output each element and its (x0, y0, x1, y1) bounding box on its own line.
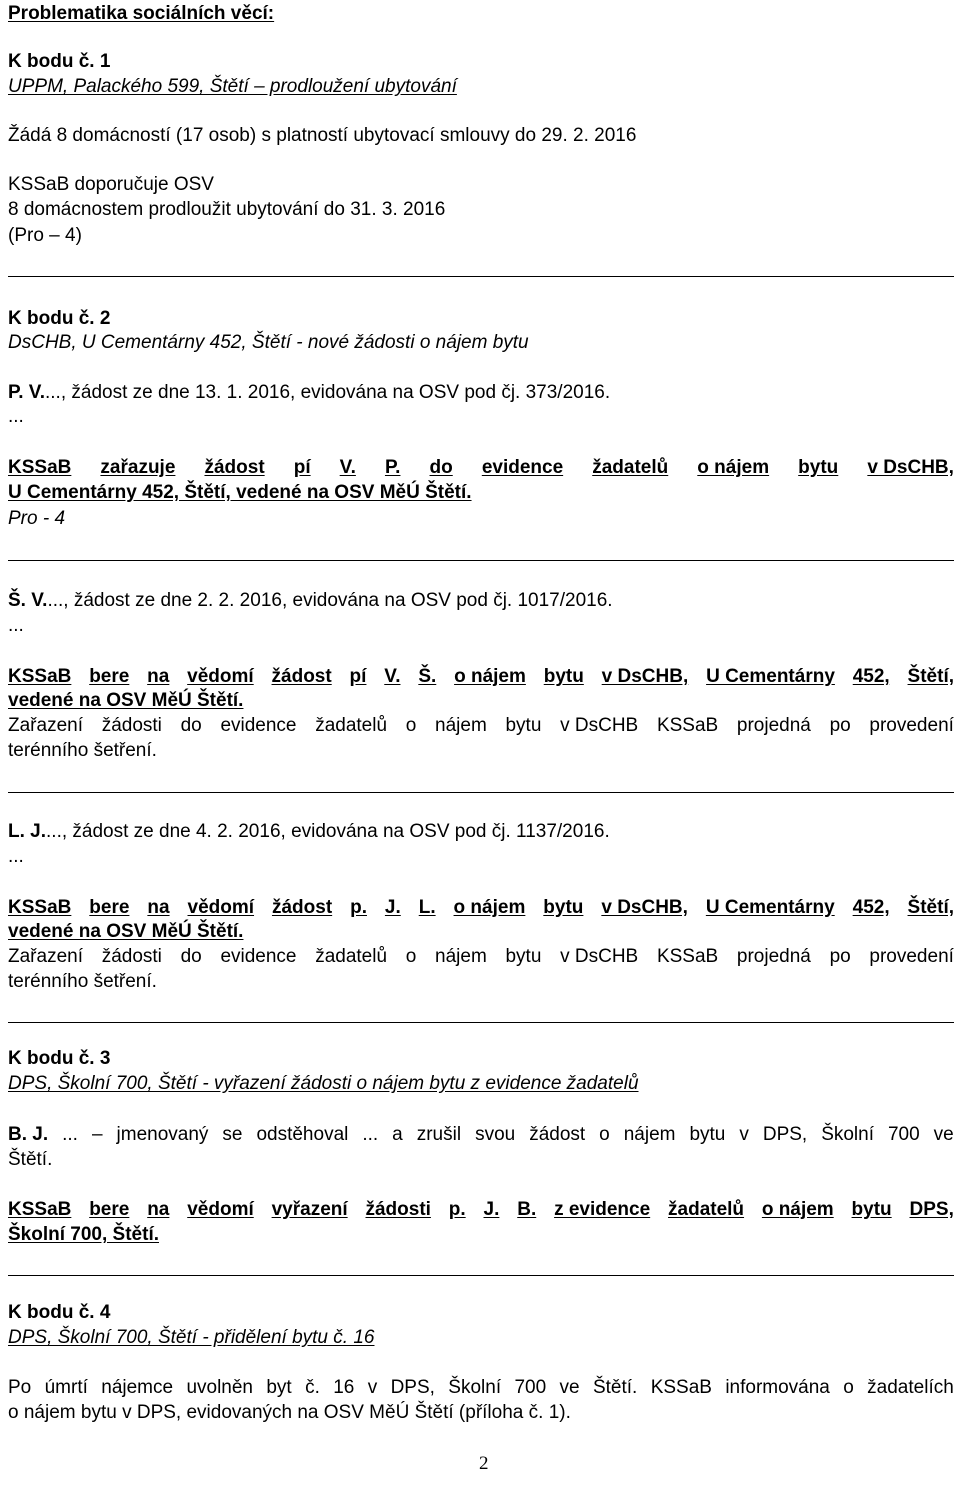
word: zařazuje (100, 457, 176, 478)
item3-text-words (62, 1123, 954, 1147)
item4-text-cont: o nájem bytu v DPS, evidovaných na OSV MěÚ Štětí (příloha č. 1). (8, 1402, 571, 1423)
word: V. (384, 666, 401, 687)
word: v (367, 1377, 378, 1398)
word: evidence (220, 946, 297, 967)
divider (8, 560, 954, 561)
word: žadatelů (668, 1199, 745, 1220)
item1-recommendation: KSSaB doporučuje OSV (8, 174, 214, 195)
req2-note-cont: terénního šetření. (8, 740, 157, 761)
word: J. (384, 897, 401, 918)
req1-details: ..., žádost ze dne 13. 1. 2016, evidována na OSV pod čj. 373/2016. (45, 382, 611, 403)
req3-name: L. J. (8, 821, 47, 842)
word: V. (339, 457, 356, 478)
word: Š. (418, 666, 437, 687)
word: p. (350, 897, 367, 918)
word: bytu (505, 946, 542, 967)
word: U Cementárny (706, 666, 835, 687)
word: bere (89, 1199, 130, 1220)
word: svou (475, 1124, 516, 1145)
word: o nájem (697, 457, 770, 478)
req1-decision-cont: U Cementárny 452, Štětí, vedené na OSV MěÚ Štětí. (8, 482, 472, 503)
word: pí (293, 457, 311, 478)
item1-vote: (Pro – 4) (8, 225, 82, 246)
word: 452, (852, 897, 890, 918)
word: Štětí, (907, 666, 954, 687)
divider (8, 792, 954, 793)
divider (8, 1022, 954, 1023)
item1-subtitle: UPPM, Palackého 599, Štětí – prodloužení ubytování (8, 76, 457, 97)
item3-decision (8, 1198, 954, 1222)
word: DPS, (909, 1199, 954, 1220)
word: 452, (852, 666, 890, 687)
req2-line (8, 589, 613, 613)
item1-heading: K bodu č. 1 (8, 51, 111, 72)
word: Štětí, (907, 897, 954, 918)
req3-details: ..., žádost ze dne 4. 2. 2016, evidována na OSV pod čj. 1137/2016. (46, 821, 610, 842)
word: KSSaB (656, 946, 719, 967)
word: po (829, 946, 851, 967)
item1-recommendation-detail: 8 domácnostem prodloužit ubytování do 31. 3. 2016 (8, 199, 446, 220)
divider (8, 1275, 954, 1276)
word: evidence (220, 715, 297, 736)
item3-heading: K bodu č. 3 (8, 1048, 111, 1069)
word: Školní (448, 1377, 502, 1398)
word: žadatelů (592, 457, 669, 478)
word: KSSaB (8, 897, 72, 918)
word: DPS, (390, 1377, 435, 1398)
word: P. (384, 457, 401, 478)
word: U Cementárny (705, 897, 835, 918)
item3-name: B. J. (8, 1124, 49, 1145)
word: na (147, 1199, 170, 1220)
word: jmenovaný (116, 1124, 209, 1145)
word: žádosti (101, 715, 162, 736)
req2-note (8, 714, 954, 738)
word: žadatelů (315, 715, 388, 736)
item3-text-cont: Štětí. (8, 1149, 53, 1170)
word: žadatelů (315, 946, 388, 967)
word: ve (933, 1124, 954, 1145)
word: byt (266, 1377, 292, 1398)
req2-name: Š. V. (8, 590, 48, 611)
req2-decision (8, 665, 954, 689)
word: nájem (623, 1124, 676, 1145)
word: nájem (435, 715, 487, 736)
word: o (599, 1124, 610, 1145)
word: bere (89, 666, 130, 687)
word: do (180, 946, 202, 967)
item4-text (8, 1376, 954, 1400)
word: KSSaB (656, 715, 719, 736)
word: p. (448, 1199, 466, 1220)
item4-heading: K bodu č. 4 (8, 1302, 111, 1323)
req3-note-cont: terénního šetření. (8, 971, 157, 992)
word: provedení (869, 946, 954, 967)
word: v (739, 1124, 749, 1145)
word: Štětí. (592, 1377, 638, 1398)
word: DPS, (762, 1124, 808, 1145)
word: žádost (204, 457, 265, 478)
word: L. (418, 897, 436, 918)
word: nájem (435, 946, 487, 967)
word: žadatelích (867, 1377, 954, 1398)
word: o (405, 946, 417, 967)
word: projedná (736, 946, 811, 967)
word: 700 (887, 1124, 920, 1145)
word: provedení (869, 715, 954, 736)
req3-ellipsis: ... (8, 846, 24, 867)
word: žádost (271, 897, 333, 918)
word: Po (8, 1377, 32, 1398)
req1-ellipsis: ... (8, 406, 24, 427)
req2-details: ..., žádost ze dne 2. 2. 2016, evidována na OSV pod čj. 1017/2016. (47, 590, 613, 611)
word: žádosti (101, 946, 162, 967)
word: 16 (333, 1377, 355, 1398)
word: o nájem (761, 1199, 834, 1220)
word: KSSaB (8, 666, 72, 687)
word: o (843, 1377, 854, 1398)
word: odstěhoval (256, 1124, 349, 1145)
req1-line (8, 381, 610, 405)
req3-decision-cont: vedené na OSV MěÚ Štětí. (8, 921, 244, 942)
req1-name: P. V. (8, 382, 45, 403)
word: vědomí (187, 666, 254, 687)
req3-decision (8, 896, 954, 920)
word: vyřazení (271, 1199, 348, 1220)
word: Zařazení (8, 946, 83, 967)
word: bytu (505, 715, 542, 736)
word: v DsCHB (560, 715, 639, 736)
word: – (91, 1124, 103, 1145)
word: KSSaB (650, 1377, 712, 1398)
word: úmrtí (44, 1377, 88, 1398)
word: vědomí (187, 897, 255, 918)
word: v DsCHB (560, 946, 639, 967)
req1-vote: Pro - 4 (8, 508, 66, 529)
word: nájemce (101, 1377, 174, 1398)
req2-decision-cont: vedené na OSV MěÚ Štětí. (8, 690, 244, 711)
word: po (829, 715, 851, 736)
word: ... (362, 1124, 379, 1145)
word: z evidence (554, 1199, 651, 1220)
word: se (222, 1124, 243, 1145)
word: ve (559, 1377, 580, 1398)
item2-subtitle: DsCHB, U Cementárny 452, Štětí - nové žádosti o nájem bytu (8, 332, 529, 353)
word: projedná (736, 715, 811, 736)
word: J. (483, 1199, 500, 1220)
word: žádosti (365, 1199, 431, 1220)
word: vědomí (187, 1199, 254, 1220)
section-title: Problematika sociálních věcí: (8, 3, 275, 24)
req2-ellipsis: ... (8, 615, 24, 636)
item1-text: Žádá 8 domácností (17 osob) s platností ubytovací smlouvy do 29. 2. 2016 (8, 125, 637, 146)
word: a (392, 1124, 403, 1145)
word: o nájem (454, 666, 526, 687)
word: do (429, 457, 453, 478)
word: v DsCHB, (601, 897, 688, 918)
req3-note (8, 945, 954, 969)
word: o (405, 715, 417, 736)
req1-decision (8, 456, 954, 480)
word: KSSaB (8, 1199, 72, 1220)
word: na (147, 897, 170, 918)
item4-subtitle: DPS, Školní 700, Štětí - přidělení bytu č. 16 (8, 1327, 375, 1348)
page-number: 2 (479, 1453, 489, 1474)
word: KSSaB (8, 457, 72, 478)
word: žádost (271, 666, 332, 687)
word: zrušil (416, 1124, 462, 1145)
word: informována (725, 1377, 830, 1398)
word: žádost (529, 1124, 586, 1145)
word: evidence (481, 457, 564, 478)
word: Školní (821, 1124, 874, 1145)
item3-decision-cont: Školní 700, Štětí. (8, 1224, 159, 1245)
word: bytu (543, 666, 584, 687)
word: uvolněn (186, 1377, 253, 1398)
word: Zařazení (8, 715, 83, 736)
word: ... (62, 1124, 78, 1145)
word: bere (89, 897, 130, 918)
word: B. (517, 1199, 537, 1220)
item2-heading: K bodu č. 2 (8, 308, 111, 329)
word: do (180, 715, 202, 736)
word: o nájem (453, 897, 526, 918)
word: 700 (514, 1377, 547, 1398)
word: bytu (851, 1199, 892, 1220)
req3-line (8, 820, 610, 844)
word: v DsCHB, (601, 666, 689, 687)
item3-subtitle: DPS, Školní 700, Štětí - vyřazení žádosti o nájem bytu z evidence žadatelů (8, 1073, 639, 1094)
word: bytu (689, 1124, 726, 1145)
word: č. (305, 1377, 320, 1398)
word: bytu (798, 457, 839, 478)
word: bytu (543, 897, 584, 918)
word: pí (349, 666, 367, 687)
item3-text (8, 1123, 954, 1147)
word: na (147, 666, 170, 687)
divider (8, 276, 954, 277)
word: v DsCHB, (867, 457, 954, 478)
